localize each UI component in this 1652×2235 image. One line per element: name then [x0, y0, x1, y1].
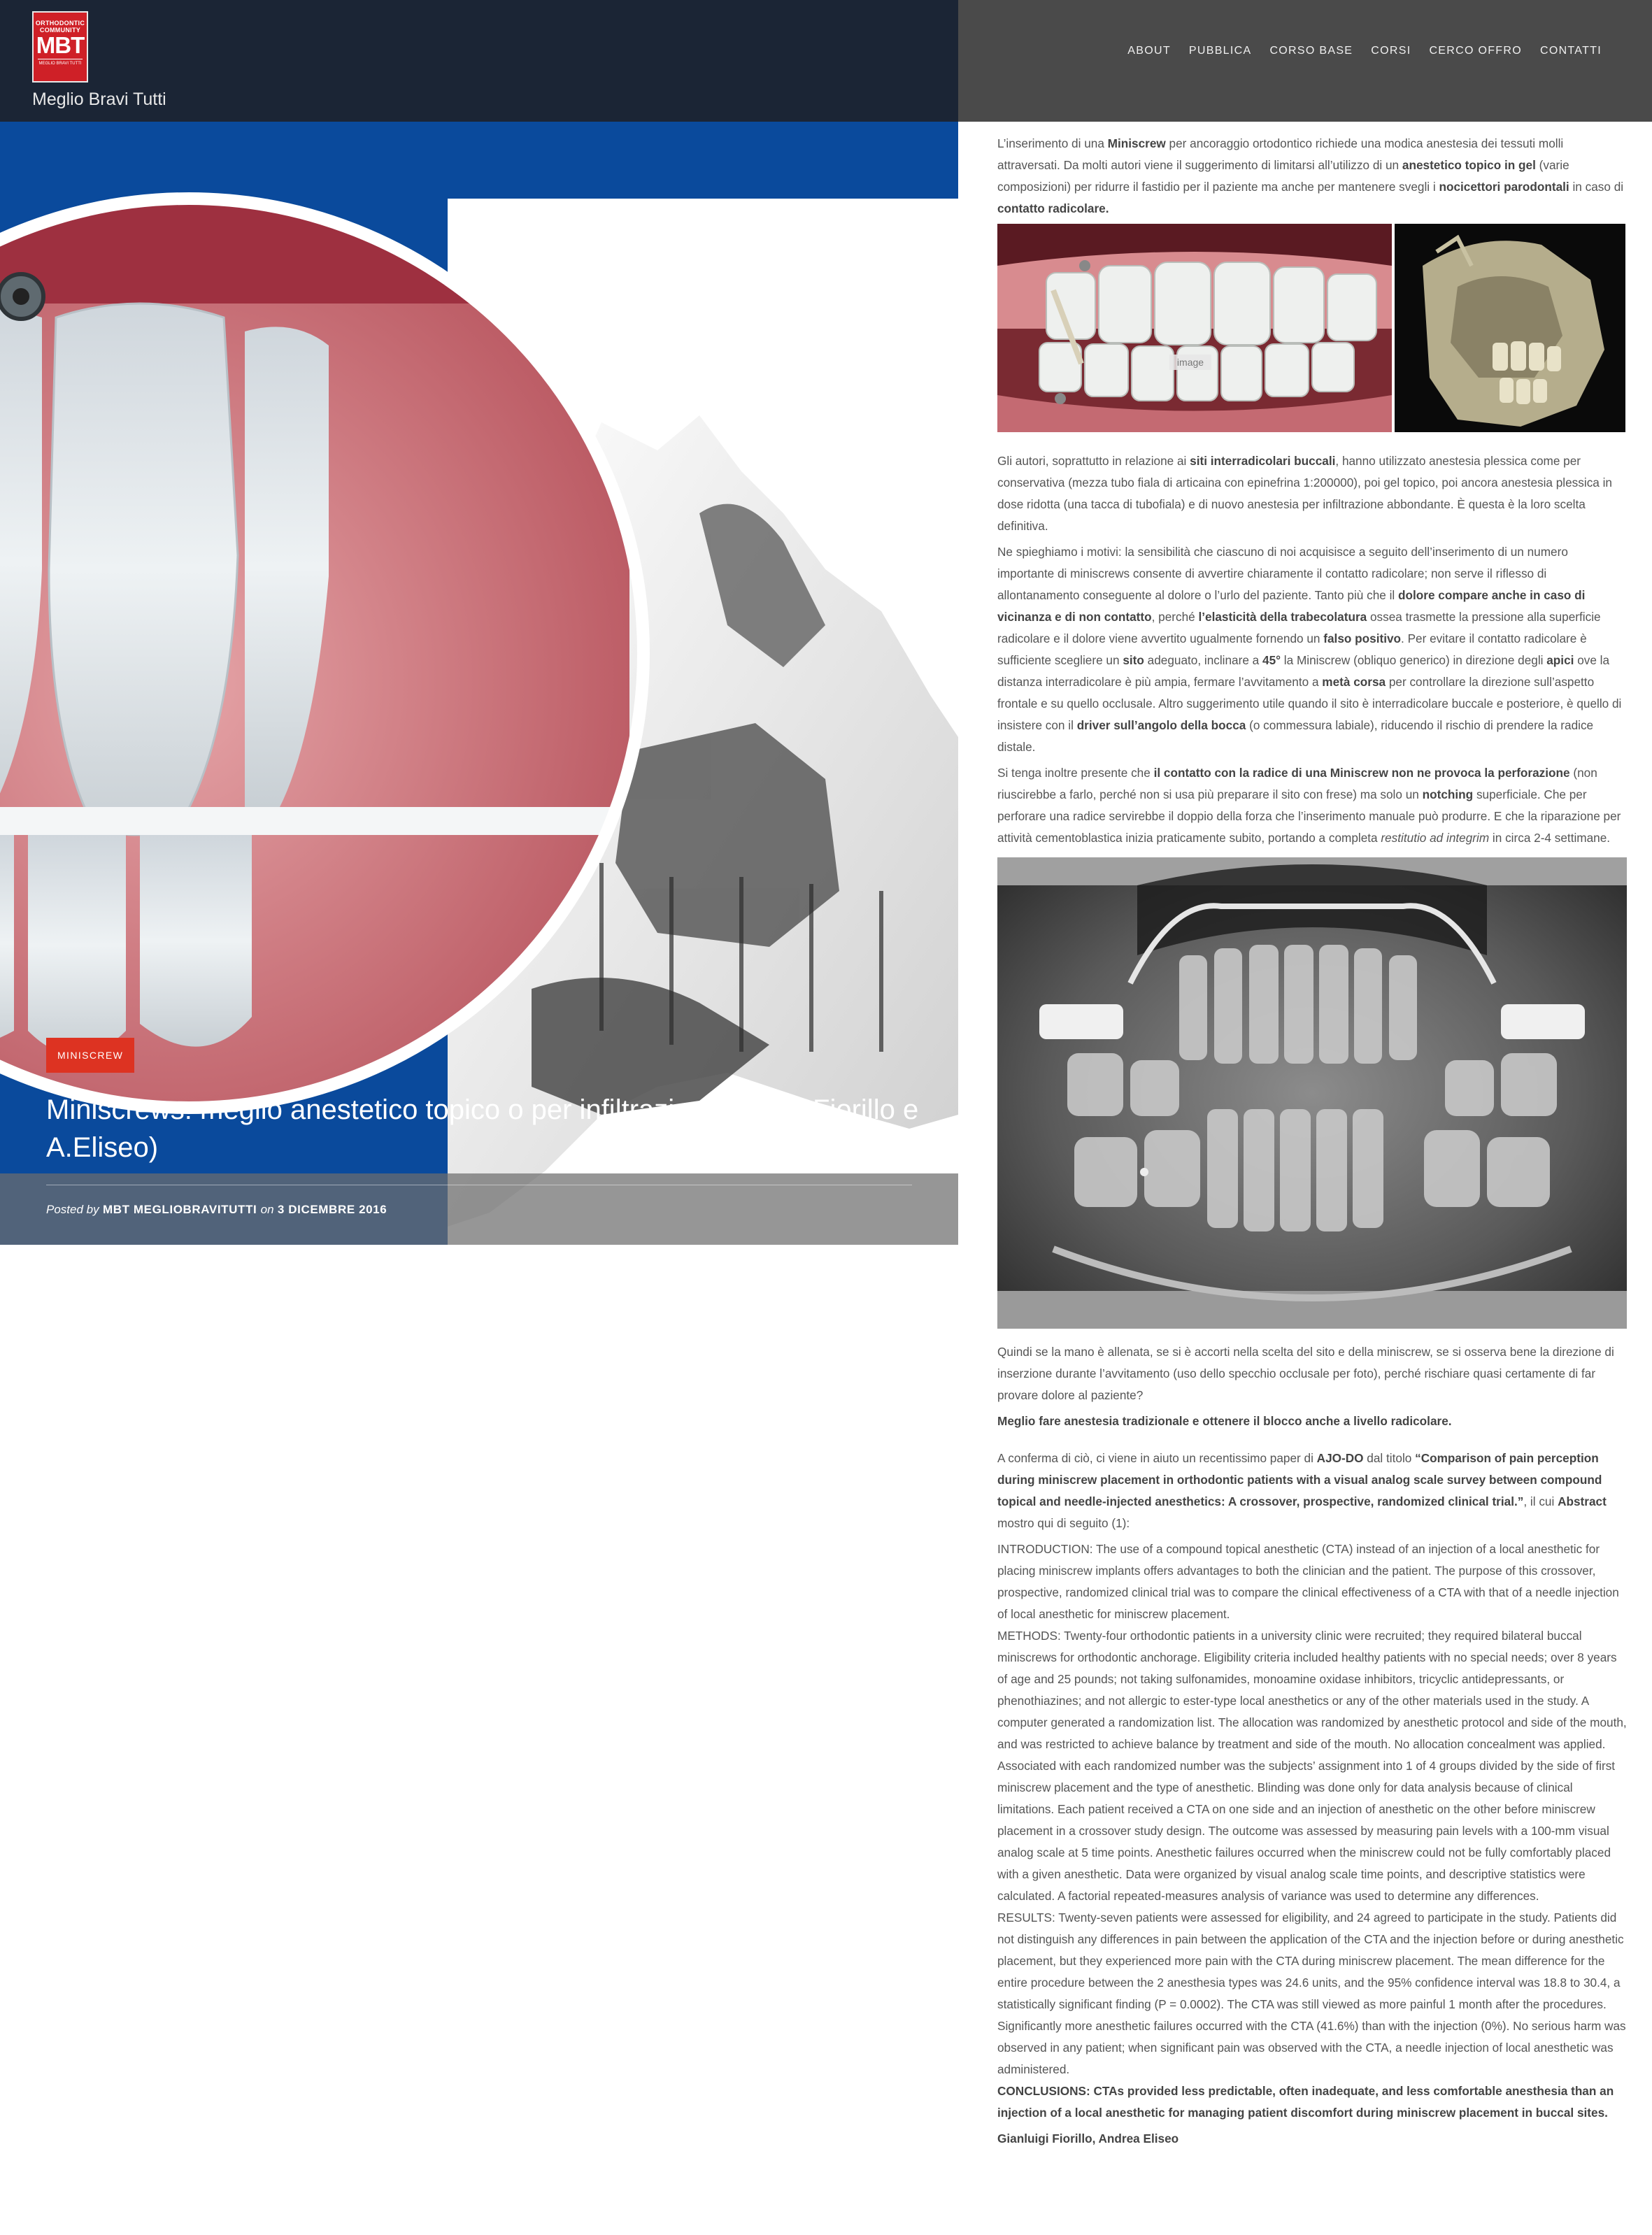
- article-body: [997, 133, 1627, 2154]
- paragraph-intro: L’inserimento di una Miniscrew per ancoraggio ortodontico richiede una modica anestesia dei tessuti molli attraversati. Da molti autori viene il suggerimento di limitarsi all’utilizzo di un anestetico topico in gel (varie composizioni) per ridurre il fastidio per il paziente ma anche per mantenere svegli i nocicettori parodontali in caso di contatto radicolare.: [997, 136, 1624, 215]
- post-title: Miniscrews: meglio anestetico topico o per infiltrazione? (di G.Fiorillo e A.Eliseo): [46, 1094, 919, 1163]
- paragraph-root-contact: Si tenga inoltre presente che il contatto con la radice di una Miniscrew non ne provoca la perforazione (non riuscirebbe a farlo, perché non si usa più preparare il sito con frese) ma solo un notching superficiale. Che per perforare una radice servirebbe il doppio della forza che l’inserimento manuale può produrre. E che la riparazione per attività cementoblastica inizia praticamente subito, portando a completa restitutio ad integrim in circa 2-4 settimane.: [997, 766, 1621, 845]
- post-author-link[interactable]: MBT MEGLIOBRAVITUTTI: [102, 1203, 257, 1216]
- site-title[interactable]: Meglio Bravi Tutti: [32, 90, 166, 109]
- logo-line-1: ORTHODONTIC: [35, 20, 85, 27]
- clinical-photo-image: [997, 224, 1392, 432]
- hero-featured-image: [0, 122, 958, 1245]
- logo-line-2: COMMUNITY: [39, 27, 81, 34]
- category-badge[interactable]: MINISCREW: [46, 1038, 134, 1073]
- paragraph-authors-choice: Gli autori, soprattutto in relazione ai siti interradicolari buccali, hanno utilizzato anestesia plessica come per conservativa (mezza tubo fiala di articaina con epinefrina 1:200000), poi gel topico, poi ancora anestesia plessica in dose ridotta (una tacca di tubofiala) e di nuovo anestesia per infiltrazione abbondante. È questa è la loro scelta definitiva.: [997, 454, 1612, 533]
- nav-cerco-offro[interactable]: CERCO OFFRO: [1429, 45, 1522, 57]
- paragraph-paper-reference: A conferma di ciò, ci viene in aiuto un recentissimo paper di AJO-DO dal titolo “Comparison of pain perception during miniscrew placement in orthodontic patients with a visual analog scale survey between compound topical and needle-injected anesthetics: A crossover, prospective, randomized clinical trial.”, il cui Abstract mostro qui di seguito (1):: [997, 1451, 1607, 1530]
- paragraph-recommendation: Meglio fare anestesia tradizionale e ottenere il blocco anche a livello radicolare.: [997, 1414, 1452, 1428]
- image-row: [997, 224, 1627, 432]
- logo-line-4: MEGLIO BRAVI TUTTI: [38, 59, 83, 66]
- authors-names: Gianluigi Fiorillo, Andrea Eliseo: [997, 2132, 1179, 2145]
- panoramic-xray-image: [997, 857, 1627, 1329]
- post-date[interactable]: 3 DICEMBRE 2016: [277, 1203, 387, 1216]
- on-label: on: [260, 1203, 274, 1216]
- posted-by-label: Posted by: [46, 1203, 99, 1216]
- logo-line-3: MBT: [36, 32, 85, 58]
- post-meta: [46, 1203, 387, 1217]
- site-logo[interactable]: [32, 11, 88, 83]
- nav-contatti[interactable]: CONTATTI: [1539, 45, 1602, 57]
- spacer: [997, 1436, 1627, 1443]
- cbct-3d-image: [1395, 224, 1625, 432]
- site-header: [0, 0, 958, 122]
- image-watermark-label: image: [1176, 357, 1204, 368]
- nav-about[interactable]: ABOUT: [1127, 45, 1171, 57]
- hero-illustration: [0, 122, 958, 1245]
- nav-pubblica[interactable]: PUBBLICA: [1188, 45, 1252, 57]
- nav-bar: [958, 0, 1652, 122]
- article-authors: [997, 2128, 1627, 2150]
- abstract-text: INTRODUCTION: The use of a compound topical anesthetic (CTA) instead of an injection of a local anesthetic for placing miniscrew implants offers advantages to both the clinician and the patient. The purpose of this crossover, prospective, randomized clinical trial was to compare the clinical effectiveness of a CTA with that of a needle injection of local anesthetic for miniscrew placement. METHODS: Twenty-four orthodontic patients in a university clinic were recruited; they required bilateral buccal miniscrews for orthodontic anchorage. Eligibility criteria included healthy patients with no special needs; over 8 years of age and 25 pounds; not taking sulfonamides, monoamine oxidase inhibitors, tricyclic antidepressants, or phenothiazines; and not allergic to ester-type local anesthetics or any of the other materials used in the study. A computer generated a randomization list. The allocation was randomized by anesthetic protocol and side of the mouth, and was restricted to achieve balance by treatment and side of the mouth. No allocation concealment was applied. Associated with each randomized number was the subjects’ assignment into 1 of 4 groups divided by the side of first miniscrew placement and the type of anesthetic. Blinding was done only for data analysis because of clinical limitations. Each patient received a CTA on one side and an injection of anesthetic on the other before miniscrew placement in a crossover study design. The outcome was assessed by measuring pain levels with a 100-mm visual analog scale at 5 time points. Anesthetic failures occurred when the miniscrew could not be fully comfortably placed with a given anesthetic. Data were organized by visual analog scale time points, and descriptive statistics were calculated. A factorial repeated-measures analysis of variance was used to determine any differences. RESULTS: Twenty-seven patients were assessed for eligibility, and 24 agreed to participate in the study. Patients did not distinguish any differences in pain between the application of the CTA and the injection before or during anesthetic placement, but they experienced more pain with the CTA during miniscrew placement. The mean difference for the entire procedure between the 2 anesthesia types was 24.6 units, and the 95% confidence interval was 18.8 to 30.4, a statistically significant finding (P = 0.0002). The CTA was still viewed as more painful 1 month after the procedures. Significantly more anesthetic failures occurred with the CTA (41.6%) than with the injection (0%). No serious harm was observed in any patient; when significant pain was observed with the CTA, a needle injection of local anesthetic was administered. CONCLUSIONS: CTAs provided less predictable, often inadequate, and less comfortable anesthesia than an injection of a local anesthetic for managing patient discomfort during miniscrew placement in buccal sites.: [997, 1542, 1627, 2120]
- paragraph-reasons: Ne spieghiamo i motivi: la sensibilità che ciascuno di noi acquisisce a seguito dell’inserimento di un numero importante di miniscrews consente di avvertire chiaramente il contatto radicolare; non serve il riflesso di allontanamento conseguente al dolore o l’urlo del paziente. Tanto più che il dolore compare anche in caso di vicinanza e di non contatto, perché l’elasticità della trabecolatura ossea trasmette la pressione alla superficie radicolare e il dolore viene avvertito ugualmente fornendo un falso positivo. Per evitare il contatto radicolare è sufficiente scegliere un sito adeguato, inclinare a 45° la Miniscrew (obliquo generico) in direzione degli apici ove la distanza interradicolare è più ampia, fermare l’avvitamento a metà corsa per controllare la direzione sull’aspetto frontale e su quello occlusale. Altro suggerimento utile quando il sito è interradicolare buccale e posteriore, è quello di insistere con il driver sull’angolo della bocca (o commessura labiale), riducendo il rischio di prendere la radice distale.: [997, 545, 1622, 754]
- main-nav: [1127, 45, 1602, 57]
- nav-corsi[interactable]: CORSI: [1371, 45, 1411, 57]
- nav-corso-base[interactable]: CORSO BASE: [1269, 45, 1353, 57]
- paragraph-conclusion-question: Quindi se la mano è allenata, se si è accorti nella scelta del sito e della miniscrew, se si osserva bene la direzione di inserzione durante l’avvitamento (uso dello specchio occlusale per foto), perché rischiare quasi certamente di far provare dolore al paziente?: [997, 1345, 1614, 1402]
